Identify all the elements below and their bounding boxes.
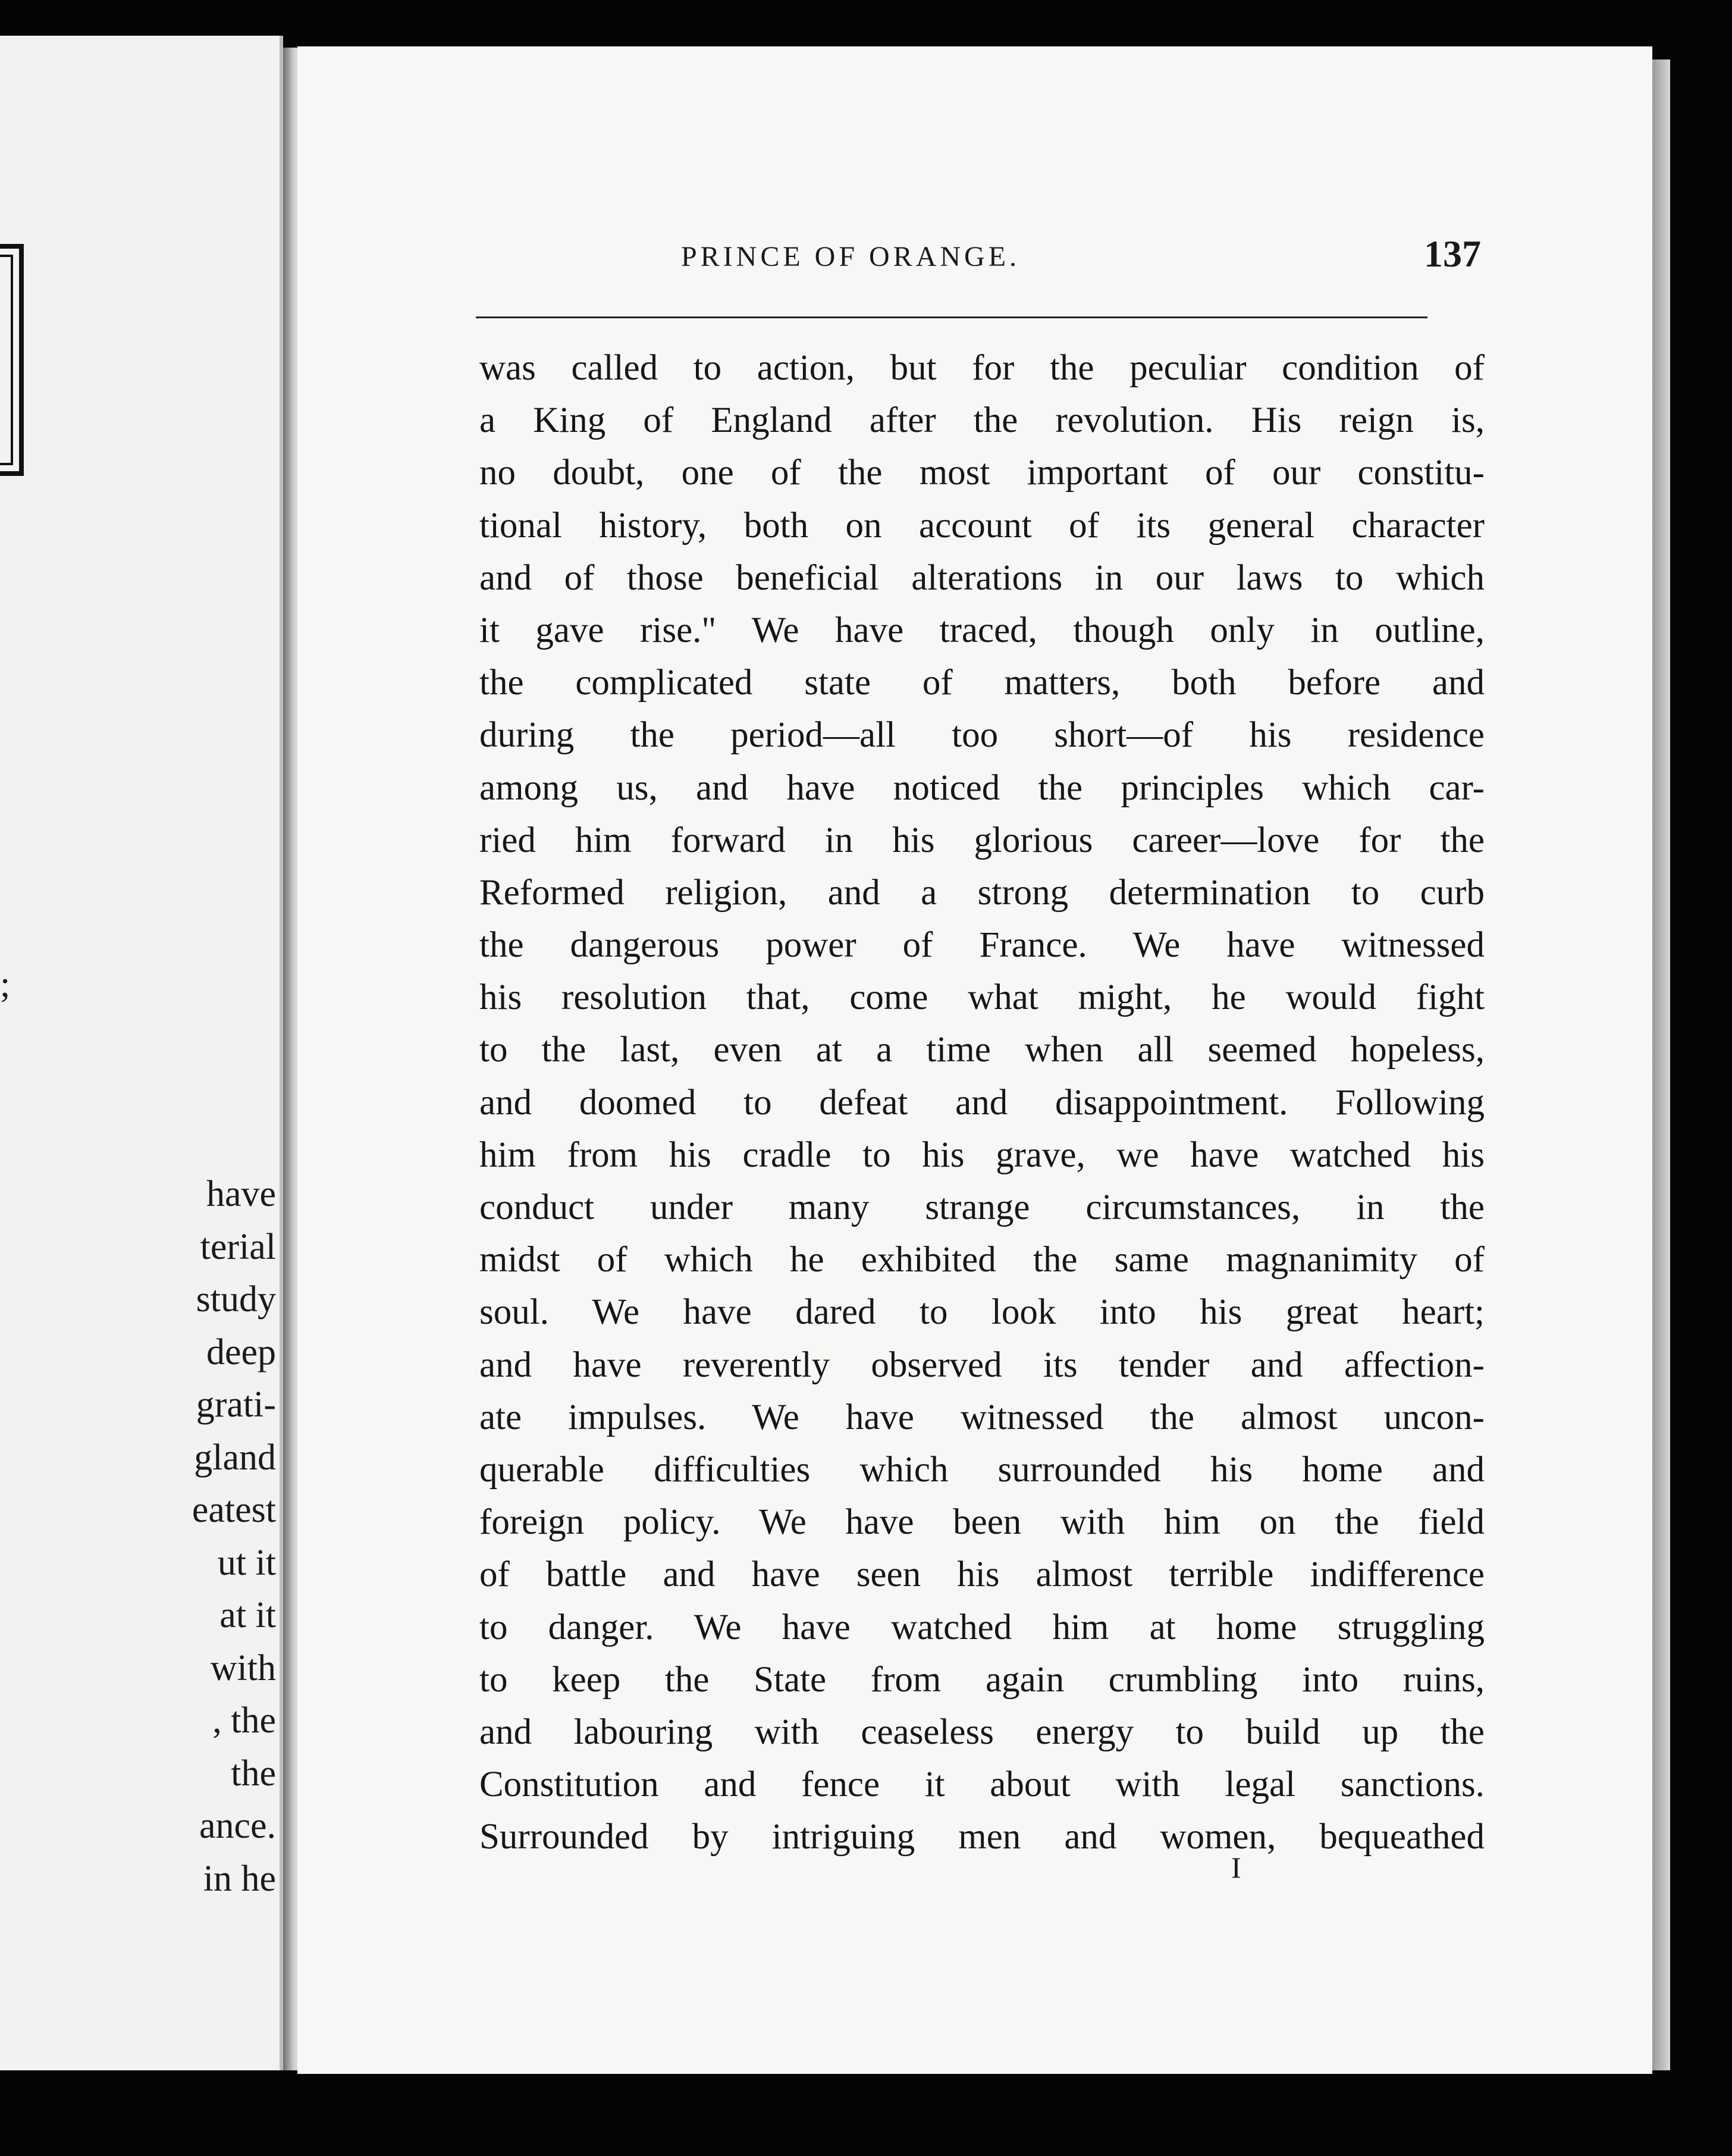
body-line: a King of England after the revolution. His reign is,: [479, 400, 1485, 441]
left-page-line: in he: [203, 1858, 276, 1899]
body-line: and have reverently observed its tender and affection-: [479, 1345, 1485, 1385]
body-line: him from his cradle to his grave, we have watched his: [479, 1135, 1485, 1175]
left-page-line: have: [206, 1174, 276, 1214]
header-rule: [476, 316, 1427, 318]
left-page-line: the: [231, 1753, 276, 1794]
body-line: no doubt, one of the most important of our constitu-: [479, 453, 1485, 493]
left-page-line: gland: [194, 1437, 276, 1478]
signature-mark: I: [1231, 1851, 1241, 1884]
left-page-line: with: [210, 1647, 276, 1688]
left-page: [0, 36, 283, 2070]
body-text: [479, 342, 1485, 1863]
left-page-line: ance.: [199, 1806, 276, 1846]
body-line: the dangerous power of France. We have witnessed: [479, 925, 1485, 966]
body-line: of battle and have seen his almost terrible indifference: [479, 1555, 1485, 1595]
left-page-line: grati-: [196, 1384, 276, 1425]
left-page-line: terial: [200, 1226, 276, 1267]
body-line: foreign policy. We have been with him on the field: [479, 1502, 1485, 1543]
body-line: to keep the State from again crumbling into ruins,: [479, 1659, 1485, 1700]
body-line: ate impulses. We have witnessed the almost uncon-: [479, 1397, 1485, 1437]
running-head: [500, 232, 1481, 286]
left-page-semicolon: ;: [0, 964, 11, 1005]
body-line: tional history, both on account of its general character: [479, 505, 1485, 546]
left-page-line: eatest: [192, 1490, 276, 1530]
body-line: soul. We have dared to look into his great heart;: [479, 1292, 1485, 1333]
left-page-line: study: [196, 1279, 276, 1320]
running-head-title: PRINCE OF ORANGE.: [680, 241, 1021, 272]
body-line: and of those beneficial alterations in our laws to which: [479, 557, 1485, 598]
body-line: was called to action, but for the peculiar condition of: [479, 348, 1485, 388]
body-line: during the period—all too short—of his residence: [479, 715, 1485, 756]
body-line: querable difficulties which surrounded his home and: [479, 1449, 1485, 1490]
left-page-text-fragments: [192, 1168, 280, 1905]
body-line: Surrounded by intriguing men and women, bequeathed: [479, 1817, 1485, 1857]
body-line: and doomed to defeat and disappointment. Following: [479, 1082, 1485, 1123]
left-page-line: ut it: [217, 1542, 276, 1583]
body-line: ried him forward in his glorious career—love for the: [479, 820, 1485, 860]
body-line: and labouring with ceaseless energy to build up the: [479, 1712, 1485, 1752]
left-page-line: deep: [206, 1331, 276, 1372]
body-line: conduct under many strange circumstances, in the: [479, 1187, 1485, 1227]
left-page-frame-inner-ornament: [0, 255, 13, 465]
body-line: Constitution and fence it about with legal sanctions.: [479, 1765, 1485, 1805]
left-page-line: at it: [219, 1595, 276, 1635]
body-line: the complicated state of matters, both before and: [479, 663, 1485, 703]
body-line: to danger. We have watched him at home struggling: [479, 1607, 1485, 1647]
body-line: his resolution that, come what might, he would fight: [479, 977, 1485, 1018]
body-line: Reformed religion, and a strong determination to curb: [479, 872, 1485, 913]
body-line: among us, and have noticed the principles which car-: [479, 767, 1485, 808]
body-line: to the last, even at a time when all seemed hopeless,: [479, 1030, 1485, 1070]
left-page-line: , the: [212, 1700, 276, 1741]
body-line: midst of which he exhibited the same magnanimity of: [479, 1240, 1485, 1280]
page-number: 137: [1424, 233, 1481, 275]
right-page-edge: [1652, 59, 1670, 2070]
body-line: it gave rise." We have traced, though only in outline,: [479, 610, 1485, 650]
